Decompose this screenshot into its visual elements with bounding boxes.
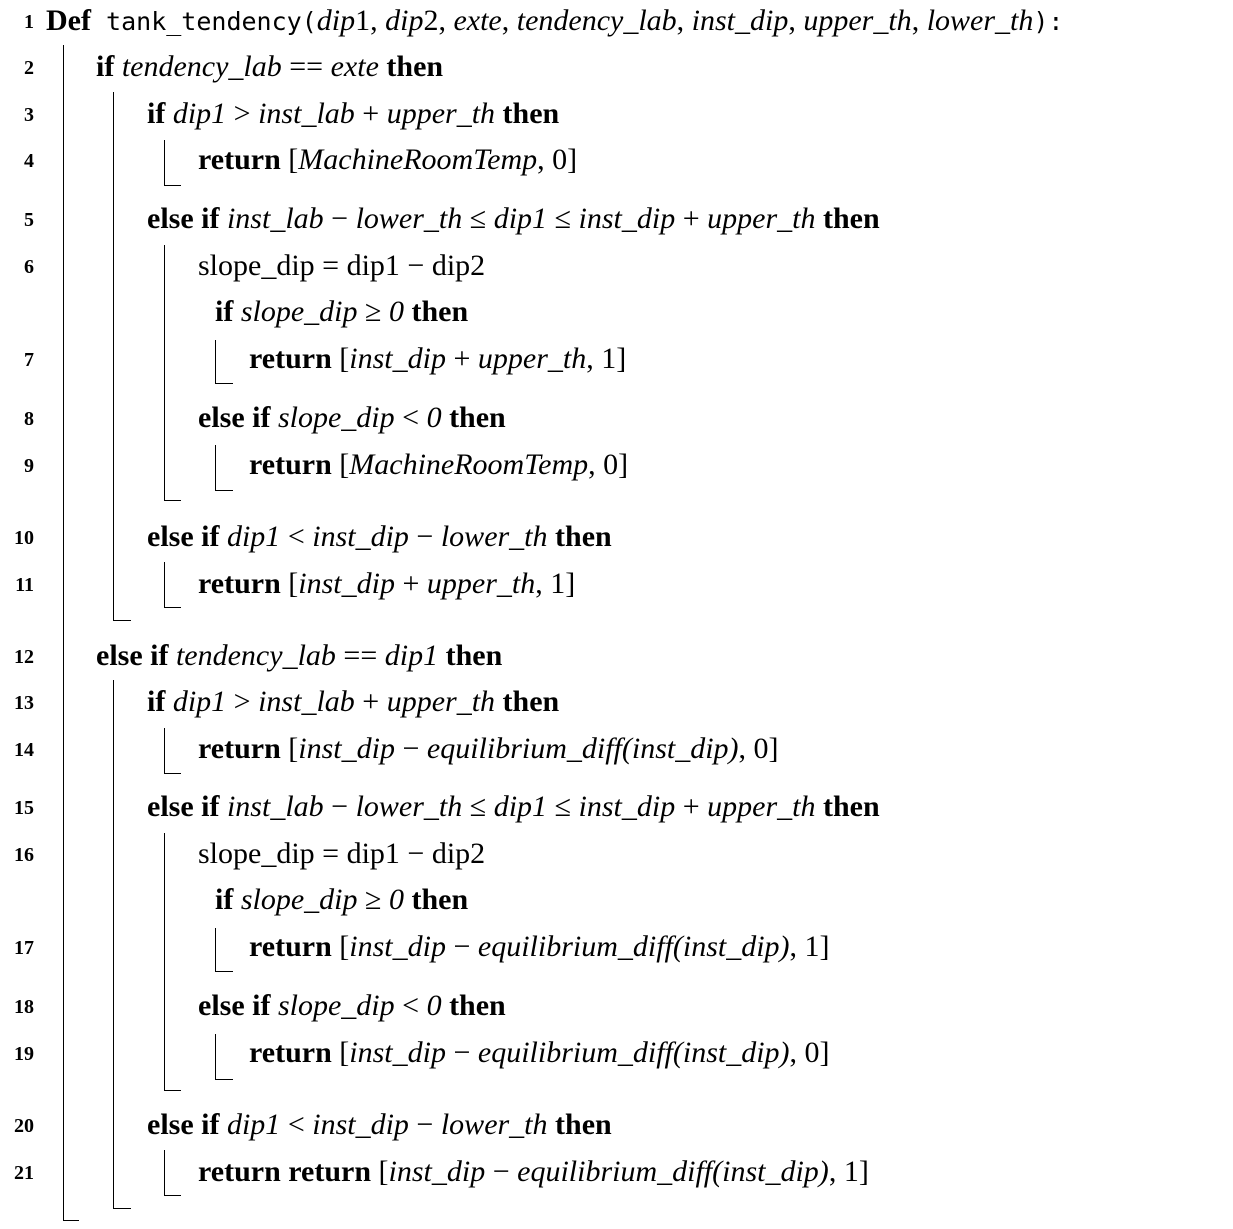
code-text: [ [288,732,299,765]
variable: lower_th [926,4,1034,37]
variable: inst_dip [691,4,789,37]
code-text: , 1] [586,342,627,375]
code-line [198,569,575,599]
variable: equilibrium_diff(inst_dip) [517,1155,829,1188]
variable: lower_th [355,202,463,235]
keyword: else if [147,520,227,553]
variable: dip1 [172,97,227,130]
variable: dip1 [493,790,548,823]
code-line [198,839,485,869]
line-number: 21 [14,1162,34,1184]
variable: dip [316,4,356,37]
keyword: then [438,639,503,672]
code-line [249,1038,830,1068]
code-text: [ [378,1155,389,1188]
variable: 0 [426,989,442,1022]
code-line [147,687,559,717]
block-indent-bar [113,680,131,1209]
keyword: if [96,50,122,83]
code-text: [ [339,930,350,963]
code-text: == [335,639,385,672]
keyword: else if [198,401,278,434]
code-text: tank_tendency( [90,7,317,36]
variable: 0 [426,401,442,434]
code-text: , 1] [828,1155,869,1188]
keyword: then [441,989,506,1022]
code-text: − [323,790,356,823]
code-text: , 1] [535,567,576,600]
code-line [215,885,468,915]
keyword: then [403,883,469,916]
code-text: ): [1033,7,1064,36]
code-text: ≤ [547,790,579,823]
keyword: then [378,50,444,83]
keyword: then [495,97,560,130]
variable: inst_dip [349,1036,446,1069]
code-text: , 0] [738,732,779,765]
variable: dip1 [493,202,548,235]
code-text: ≤ [547,202,579,235]
keyword: return [198,143,289,176]
variable: dip1 [172,685,227,718]
variable: lower_th [440,520,548,553]
keyword: else if [147,790,227,823]
code-text: [ [288,143,299,176]
variable: upper_th [803,4,912,37]
code-text: + [394,567,427,600]
variable: inst_dip [312,520,409,553]
variable: 0 [388,883,404,916]
code-line [147,1110,612,1140]
line-number: 7 [24,349,34,371]
code-text: − [445,930,478,963]
code-line [46,6,1063,37]
variable: dip [385,4,424,37]
keyword: then [815,202,880,235]
code-line [147,204,880,234]
variable: 0 [388,295,404,328]
code-text: < [394,401,427,434]
line-number: 1 [24,11,34,33]
variable: upper_th [386,685,496,718]
keyword: then [495,685,560,718]
variable: inst_dip [578,790,676,823]
variable: tendency_lab [121,50,282,83]
variable: lower_th [355,790,463,823]
line-number: 19 [14,1043,34,1065]
code-text: , [501,4,517,37]
variable: inst_dip [298,567,395,600]
code-text: , 0] [537,143,578,176]
variable: lower_th [440,1108,548,1141]
code-text: − [445,1036,478,1069]
variable: inst_dip [349,342,446,375]
line-number: 10 [14,527,34,549]
code-text: > [226,685,259,718]
line-number: 18 [14,996,34,1018]
variable: slope_dip [277,989,395,1022]
line-number: 17 [14,937,34,959]
variable: slope_dip [240,883,358,916]
line-number: 4 [24,150,34,172]
code-line [198,1157,869,1187]
code-text: [ [288,567,299,600]
keyword: if [215,883,241,916]
code-text: < [394,989,427,1022]
variable: slope_dip [277,401,395,434]
code-text: − [408,520,441,553]
block-indent-bar [215,340,233,384]
block-indent-bar [164,1150,181,1196]
variable: dip1 [226,520,281,553]
line-number: 5 [24,209,34,231]
block-indent-bar [164,562,181,608]
code-line [249,344,626,374]
variable: equilibrium_diff(inst_dip) [477,1036,790,1069]
code-text: < [280,1108,313,1141]
variable: inst_lab [226,202,324,235]
variable: upper_th [426,567,536,600]
code-line [147,522,612,552]
variable: inst_dip [349,930,446,963]
code-text: + [354,97,387,130]
block-indent-bar [215,445,233,491]
line-number: 15 [14,797,34,819]
keyword: if [147,685,173,718]
line-number: 2 [24,57,34,79]
code-line [198,991,506,1021]
line-number: 16 [14,844,34,866]
code-line [215,297,468,327]
line-number: 9 [24,455,34,477]
line-number: 6 [24,256,34,278]
variable: MachineRoomTemp [298,143,538,176]
variable: dip1 [226,1108,281,1141]
variable: inst_dip [388,1155,486,1188]
code-line [198,734,779,764]
keyword: then [547,520,612,553]
keyword: Def [46,4,91,37]
code-text: + [354,685,387,718]
code-text: > [226,97,259,130]
keyword: return [249,448,340,481]
variable: tendency_lab [175,639,336,672]
keyword: else if [198,989,278,1022]
keyword: then [441,401,506,434]
code-text: [ [339,1036,350,1069]
code-text: , 1] [789,930,830,963]
code-text: + [675,202,708,235]
variable: inst_lab [258,685,355,718]
code-text: , [911,4,927,37]
code-text: − [485,1155,518,1188]
code-line [147,792,880,822]
code-text: ≥ [357,295,389,328]
keyword: then [815,790,880,823]
code-text: 2, [423,4,454,37]
line-number: 11 [15,574,34,596]
code-text: + [445,342,478,375]
line-number: 12 [14,646,34,668]
code-text: , [676,4,692,37]
block-indent-bar [164,140,181,186]
code-line [96,52,443,82]
keyword: if [147,97,173,130]
code-line [147,99,559,129]
block-indent-bar [164,833,181,1091]
code-text: [ [339,448,350,481]
code-text: slope_dip = dip1 − dip2 [198,249,486,282]
keyword: if [215,295,241,328]
keyword: then [547,1108,612,1141]
code-line [198,403,506,433]
variable: inst_lab [226,790,324,823]
code-text: , 0] [789,1036,830,1069]
variable: upper_th [477,342,587,375]
keyword: then [403,295,469,328]
line-number: 3 [24,104,34,126]
keyword: else if [147,1108,227,1141]
line-number: 14 [14,739,34,761]
keyword: return [249,342,340,375]
code-line [249,450,628,480]
variable: exte [330,50,379,83]
code-text: ≤ [462,790,494,823]
code-text: < [280,520,313,553]
variable: upper_th [707,790,816,823]
keyword: return [198,567,289,600]
line-number: 8 [24,408,34,430]
code-text: , [788,4,804,37]
keyword: else if [96,639,176,672]
variable: exte [453,4,502,37]
keyword: else if [147,202,227,235]
block-indent-bar [215,1034,233,1080]
code-text: ≥ [357,883,389,916]
variable: upper_th [386,97,496,130]
variable: equilibrium_diff(inst_dip) [426,732,739,765]
code-text: , 0] [588,448,629,481]
code-text: [ [339,342,350,375]
variable: slope_dip [240,295,358,328]
variable: inst_dip [578,202,676,235]
line-number: 20 [14,1115,34,1137]
variable: MachineRoomTemp [349,448,589,481]
code-line [198,145,577,175]
code-text: − [323,202,356,235]
block-indent-bar [164,728,181,774]
code-text: 1, [355,4,386,37]
block-indent-bar [63,45,79,1221]
line-number: 13 [14,692,34,714]
block-indent-bar [215,928,233,972]
code-text: + [675,790,708,823]
keyword: return [249,930,340,963]
keyword: return [198,732,289,765]
variable: dip1 [384,639,439,672]
code-line [96,641,502,671]
code-text: − [394,732,427,765]
code-text: ≤ [462,202,494,235]
variable: tendency_lab [516,4,677,37]
code-text: == [281,50,331,83]
block-indent-bar [113,92,131,621]
keyword: return return [198,1155,379,1188]
code-text: − [408,1108,441,1141]
keyword: return [249,1036,340,1069]
variable: inst_lab [258,97,355,130]
variable: equilibrium_diff(inst_dip) [477,930,790,963]
variable: inst_dip [312,1108,409,1141]
block-indent-bar [164,245,181,501]
code-text: slope_dip = dip1 − dip2 [198,837,486,870]
variable: upper_th [707,202,816,235]
code-line [249,932,830,962]
variable: inst_dip [298,732,395,765]
code-line [198,251,485,281]
